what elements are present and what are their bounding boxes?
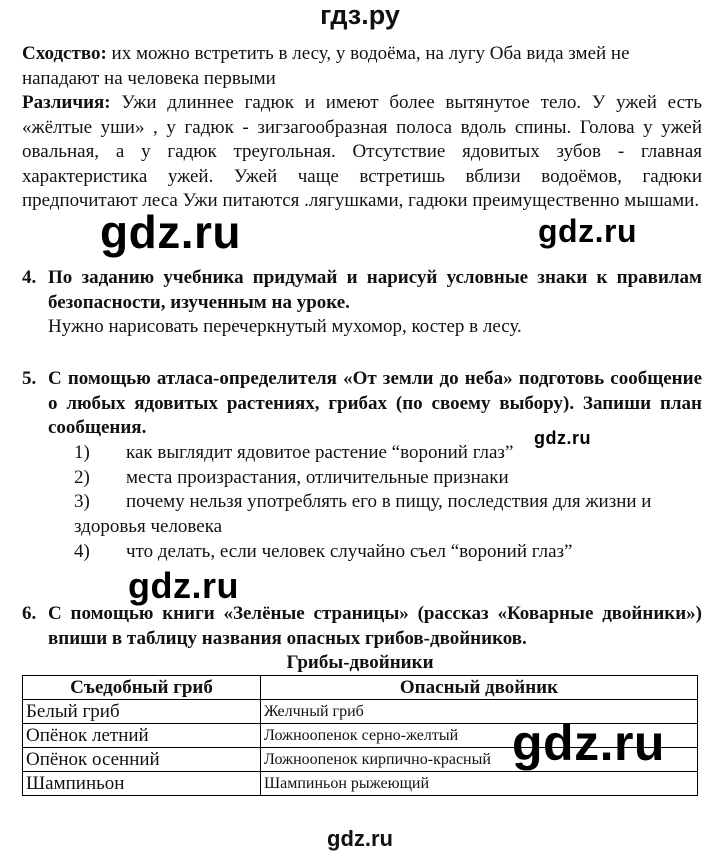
- column-header: Опасный двойник: [261, 676, 698, 700]
- plan-item-number: 3): [74, 491, 90, 512]
- similarity-text-line1: их можно встретить в лесу, у водоёма, на лугу Оба вида змей не: [106, 43, 630, 64]
- question-text: С помощью атласа-определителя «От земли до неба» подготовь сообщение о любых ядовитых растениях, грибах (по своему выбору). Запиши план сообщения.: [48, 368, 702, 438]
- plan-item-number: 2): [74, 467, 90, 488]
- table-cell: Опёнок летний: [23, 724, 261, 748]
- watermark: gdz.ru: [534, 428, 591, 448]
- plan-item: [74, 540, 572, 565]
- question-number: 4.: [22, 267, 37, 288]
- similarity-text-line2: нападают на человека первыми: [22, 67, 276, 89]
- question-4-answer: Нужно нарисовать перечеркнутый мухомор, костер в лесу.: [48, 316, 522, 337]
- table-title: Грибы-двойники: [286, 652, 434, 673]
- table-cell: Желчный гриб: [261, 700, 698, 724]
- site-header: гдз.ру: [320, 0, 400, 30]
- plan-item-number: 1): [74, 442, 90, 463]
- table-cell: Ложноопенок серно-желтый: [261, 724, 698, 748]
- question-6: [22, 602, 702, 651]
- differences-text: Ужи длиннее гадюк и имеют более вытянутое тело. У ужей есть «жёлтые уши» , у гадюк - зигзагообразная полоса вдоль спины. Голова у ужей овальная, а у гадюк треугольная. Отсутствие ядовитых зубов - главная характеристика ужей. Ужей чаще встретишь вблизи водоёмов, гадюки предпочитают леса Ужи питаются .лягушками, гадюки преимущественно мышами.: [22, 92, 702, 211]
- differences-paragraph: [22, 91, 702, 214]
- plan-item: [74, 490, 651, 515]
- plan-item: [74, 441, 513, 466]
- question-5: [22, 367, 702, 441]
- table-cell: Белый гриб: [23, 700, 261, 724]
- question-text: С помощью книги «Зелёные страницы» (рассказ «Коварные двойники») впиши в таблицу названия опасных грибов-двойников.: [48, 603, 702, 649]
- plan-item-text: почему нельзя употреблять его в пищу, последствия для жизни и: [126, 491, 652, 512]
- watermark: gdz.ru: [100, 206, 241, 258]
- similarity-paragraph: [22, 42, 702, 91]
- column-header: Съедобный гриб: [23, 676, 261, 700]
- plan-item-text: что делать, если человек случайно съел “вороний глаз”: [126, 541, 573, 562]
- watermark: gdz.ru: [512, 715, 665, 771]
- table-cell: Опёнок осенний: [23, 748, 261, 772]
- plan-item-number: 4): [74, 541, 90, 562]
- table-cell: Ложноопенок кирпично-красный: [261, 748, 698, 772]
- question-number: 6.: [22, 603, 37, 624]
- similarity-label: Сходство:: [22, 43, 107, 64]
- site-footer: gdz.ru: [327, 826, 393, 851]
- question-text: По заданию учебника придумай и нарисуй условные знаки к правилам безопасности, изученным на уроке.: [48, 267, 702, 313]
- question-number: 5.: [22, 368, 37, 389]
- table-header-row: [23, 676, 698, 700]
- plan-item: [74, 466, 509, 491]
- question-4: [22, 266, 702, 315]
- plan-item-continuation: здоровья человека: [74, 516, 223, 537]
- table-cell: Шампиньон рыжеющий: [261, 772, 698, 796]
- table-row: [23, 772, 698, 796]
- watermark: gdz.ru: [128, 565, 239, 606]
- watermark: gdz.ru: [538, 213, 637, 249]
- table-cell: Шампиньон: [23, 772, 261, 796]
- plan-item-text: места произрастания, отличительные признаки: [126, 467, 509, 488]
- differences-label: Различия:: [22, 92, 111, 113]
- plan-item-text: как выглядит ядовитое растение “вороний глаз”: [126, 442, 514, 463]
